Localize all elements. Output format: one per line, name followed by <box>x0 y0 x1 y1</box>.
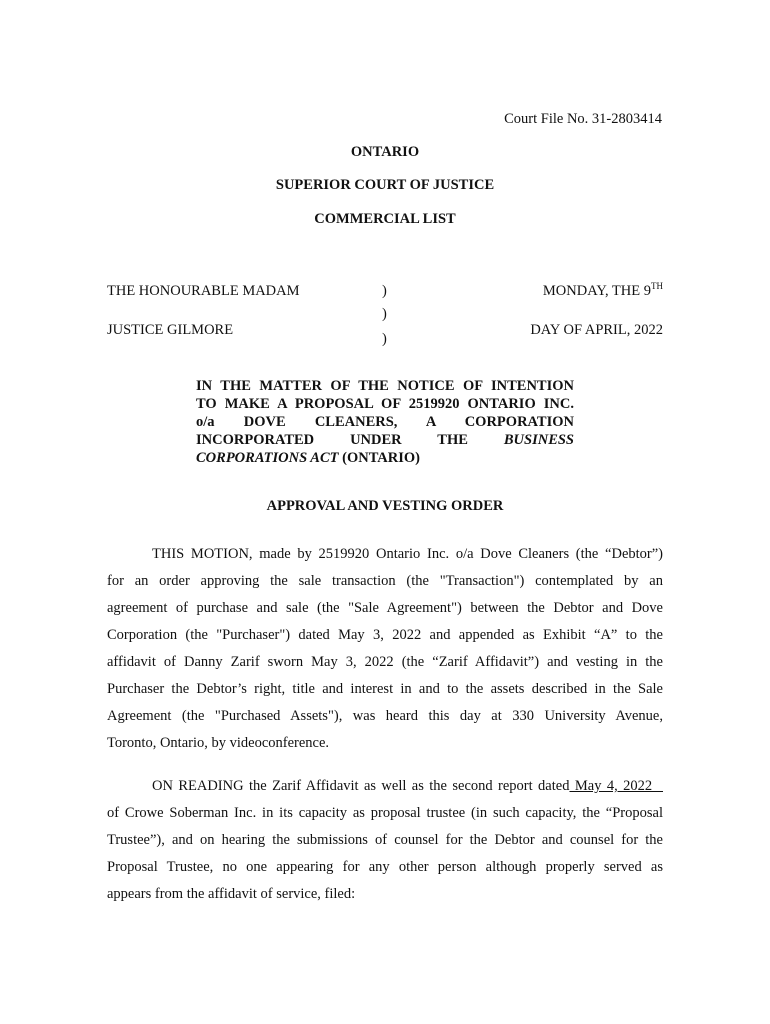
motion-line: agreement of purchase and sale (the "Sale Agreement") between the Debtor and Dove <box>107 600 663 616</box>
reading-line-1-text: ON READING the Zarif Affidavit as well as the second report dated <box>152 778 570 794</box>
reading-paragraph <box>107 773 663 908</box>
bracket-2: ) <box>382 306 387 322</box>
reading-line: of Crowe Soberman Inc. in its capacity as proposal trustee (in such capacity, the “Proposal <box>107 805 663 821</box>
court-file-number: Court File No. 31-2803414 <box>504 111 662 127</box>
matter-line-3: o/a DOVE CLEANERS, A CORPORATION <box>196 414 574 430</box>
motion-line: Corporation (the "Purchaser") dated May 3, 2022 and appended as Exhibit “A” to the <box>107 627 663 643</box>
order-title: APPROVAL AND VESTING ORDER <box>266 498 504 514</box>
court-heading: SUPERIOR COURT OF JUSTICE <box>275 177 495 193</box>
matter-line-1: IN THE MATTER OF THE NOTICE OF INTENTION <box>196 378 574 394</box>
matter-act-name-1: BUSINESS <box>503 432 574 448</box>
motion-line: affidavit of Danny Zarif sworn May 3, 2022 (the “Zarif Affidavit”) and vesting in the <box>107 654 663 670</box>
bracket-3: ) <box>382 331 387 347</box>
reading-line: appears from the affidavit of service, filed: <box>107 886 356 902</box>
matter-line-4-text: INCORPORATED UNDER THE <box>196 432 504 448</box>
judge-line-1: THE HONOURABLE MADAM <box>107 283 300 299</box>
matter-line-4 <box>196 431 574 449</box>
motion-line: Toronto, Ontario, by videoconference. <box>107 735 330 751</box>
reading-line: Proposal Trustee, no one appearing for any other person although properly served as <box>107 859 663 875</box>
ordinal-suffix: TH <box>651 281 663 291</box>
motion-line: Agreement (the "Purchased Assets"), was heard this day at 330 University Avenue, <box>107 708 663 724</box>
jurisdiction-heading: ONTARIO <box>350 144 420 160</box>
reading-line: Trustee”), and on hearing the submissions of counsel for the Debtor and counsel for the <box>107 832 663 848</box>
hearing-date-day: MONDAY, THE 9 <box>542 283 651 299</box>
report-date: May 4, 2022 <box>569 778 663 794</box>
motion-paragraph <box>107 541 663 757</box>
bracket-1: ) <box>382 283 387 299</box>
matter-caption <box>196 377 574 467</box>
reading-line-1 <box>107 773 663 800</box>
judge-line-2: JUSTICE GILMORE <box>107 322 234 338</box>
matter-act-name-2: CORPORATIONS ACT <box>196 450 339 466</box>
motion-line: Purchaser the Debtor’s right, title and interest in and to the assets described in the Sale <box>107 681 663 697</box>
list-heading: COMMERCIAL LIST <box>314 211 456 227</box>
hearing-date-line-1 <box>543 283 663 300</box>
motion-line: for an order approving the sale transaction (the "Transaction") contemplated by an <box>107 573 663 589</box>
matter-line-5 <box>196 449 574 467</box>
motion-line: THIS MOTION, made by 2519920 Ontario Inc. o/a Dove Cleaners (the “Debtor”) <box>152 546 663 562</box>
matter-line-2: TO MAKE A PROPOSAL OF 2519920 ONTARIO INC. <box>196 396 574 412</box>
hearing-date-line-2: DAY OF APRIL, 2022 <box>530 322 663 338</box>
matter-line-5-text: (ONTARIO) <box>338 450 420 466</box>
